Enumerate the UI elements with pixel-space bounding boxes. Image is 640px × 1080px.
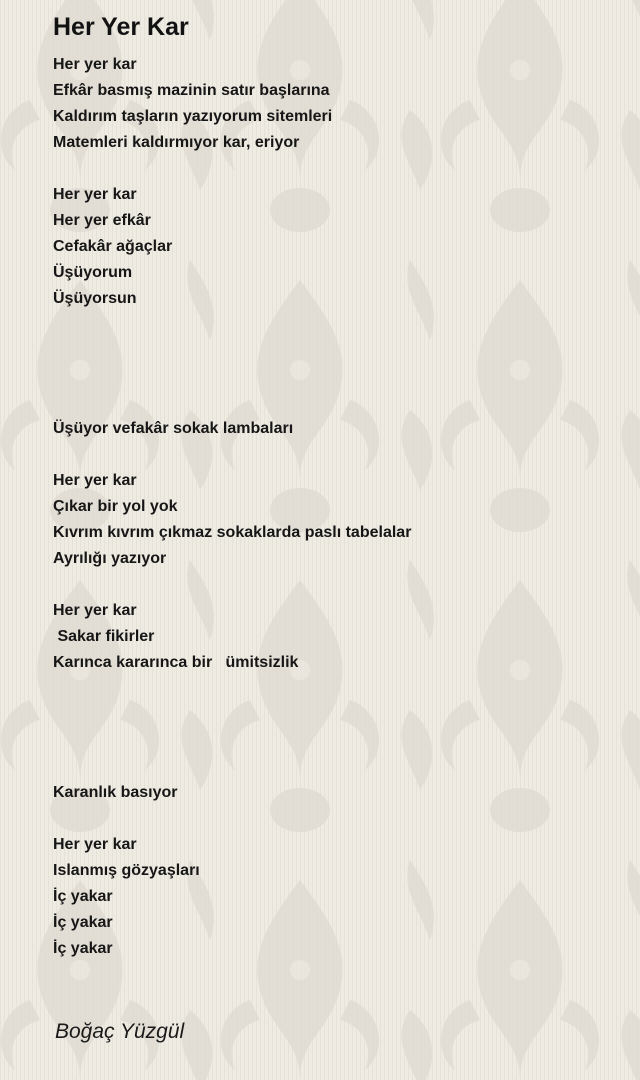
- poem-line: Üşüyorum: [53, 264, 133, 281]
- poem-line: Her yer efkâr: [53, 212, 151, 229]
- poem-line: Her yer kar: [53, 186, 137, 203]
- poem-line: İç yakar: [53, 888, 113, 905]
- stanza-gap: [53, 442, 623, 468]
- stanza-gap: [53, 364, 623, 390]
- stanza-gap: [53, 338, 623, 364]
- poem-line: Efkâr basmış mazinin satır başlarına: [53, 82, 330, 99]
- poem-line: İç yakar: [53, 940, 113, 957]
- poem-line: Çıkar bir yol yok: [53, 498, 178, 515]
- stanza-gap: [53, 312, 623, 338]
- stanza-gap: [53, 754, 623, 780]
- poem-body: [53, 52, 623, 962]
- poem-line: Üşüyor vefakâr sokak lambaları: [53, 420, 294, 437]
- poem-line: Her yer kar: [53, 472, 137, 489]
- poem-line: Her yer kar: [53, 56, 137, 73]
- poem-line: Karanlık basıyor: [53, 784, 178, 801]
- poem-line: Kaldırım taşların yazıyorum sitemleri: [53, 108, 333, 125]
- poem-line: Karınca kararınca bir ümitsizlik: [53, 654, 299, 671]
- poem-line: Üşüyorsun: [53, 290, 137, 307]
- poem-author: Boğaç Yüzgül: [55, 1020, 185, 1043]
- poem-line: Matemleri kaldırmıyor kar, eriyor: [53, 134, 300, 151]
- poem-line: Sakar fikirler: [53, 628, 155, 645]
- stanza-gap: [53, 390, 623, 416]
- poem-line: Her yer kar: [53, 602, 137, 619]
- poem-line: Cefakâr ağaçlar: [53, 238, 173, 255]
- stanza-gap: [53, 702, 623, 728]
- poem-line: Kıvrım kıvrım çıkmaz sokaklarda paslı tabelalar: [53, 524, 412, 541]
- poem-line: Ayrılığı yazıyor: [53, 550, 167, 567]
- stanza-gap: [53, 572, 623, 598]
- poem-title: Her Yer Kar: [53, 13, 189, 41]
- stanza-gap: [53, 728, 623, 754]
- stanza-gap: [53, 806, 623, 832]
- poem-line: Her yer kar: [53, 836, 137, 853]
- poem-line: Islanmış gözyaşları: [53, 862, 200, 879]
- stanza-gap: [53, 676, 623, 702]
- stanza-gap: [53, 156, 623, 182]
- poem-line: İç yakar: [53, 914, 113, 931]
